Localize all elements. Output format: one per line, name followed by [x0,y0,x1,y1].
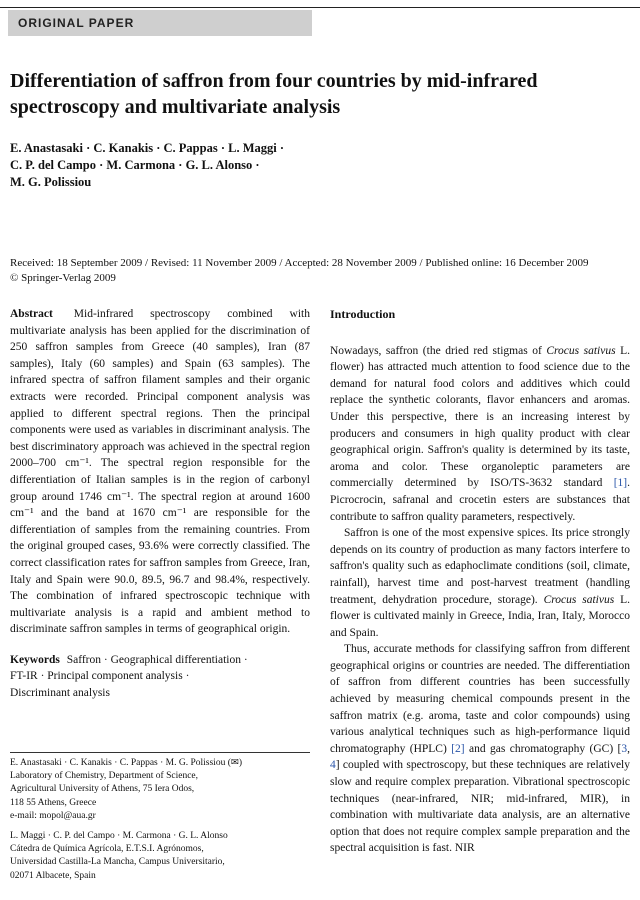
citation-link-2[interactable]: [2] [451,742,465,755]
intro-p1-species: Crocus sativus [546,344,616,357]
affiliation-1-line-3: 118 55 Athens, Greece [10,797,97,808]
intro-p1-text-c: . Picrocrocin, safranal and crocetin esters are substances that contribute to saffron quality parameters, respectively. [330,477,630,523]
authors-line-2: C. P. del Campo · M. Carmona · G. L. Alonso · [10,158,260,172]
keywords-line-2: FT-IR · Principal component analysis · [10,670,190,683]
intro-p3-text-b: and gas chromatography (GC) [ [464,742,622,755]
authors-line-1: E. Anastasaki · C. Kanakis · C. Pappas · L. Maggi · [10,141,285,155]
paper-title [10,68,610,120]
authors-line-3: M. G. Polissiou [10,175,92,189]
intro-p2-text-a: Saffron is one of the most expensive spices. Its price strongly depends on its country of production as many factors interfere to saffron's quality such as edaphoclimate conditions (soil, climate, rainfall), harvest time and post-harvest treatment (handling treatment, dehydration procedure, storage). [330,527,630,606]
citation-link-1[interactable]: [1] [613,477,628,490]
publication-dates [10,256,630,286]
citation-link-3[interactable]: 3 [621,742,628,755]
keywords-line-1: Saffron · Geographical differentiation · [66,653,248,666]
affiliation-2-line-1: Cátedra de Química Agrícola, E.T.S.I. Agrónomos, [10,844,204,855]
affiliation-athens [10,757,310,823]
affiliation-2-line-2: Universidad Castilla-La Mancha, Campus Universitario, [10,857,225,868]
introduction-heading: Introduction [330,307,396,321]
abstract-text: Mid-infrared spectroscopy combined with multivariate analysis has been applied for the discrimination of 250 saffron samples from Greece (40 samples), Iran (87 samples), Italy (60 samples) and Spain (63 samples). The infrared spectra of saffron filament samples and their organic extracts were recorded. Principal component analysis was applied to different spectral regions. Then the principal components were used as variables in discriminant analysis. The best discriminatory approach was achieved in the spectral region 2000–700 cm⁻¹. The spectral region responsible for the differentiation of Italian samples is in the region of carbonyl group around 1746 cm⁻¹. The spectral region at around 1600 cm⁻¹ and the band at 1670 cm⁻¹ are responsible for the differentiation of samples from the remaining countries. From the original grouped cases, 93.6% were correctly classified. The correct classification rates for saffron samples from Greece, Iran, Italy and Spain were 90.0, 89.5, 96.7 and 98.4%, respectively. The combination of infrared spectroscopic technique with multivariate analysis is a rapid and ambient method to discriminate saffron samples in terms of geographical origin. [10,308,310,636]
dates-line: Received: 18 September 2009 / Revised: 11 November 2009 / Accepted: 28 November 2009 / Published online: 16 December 2009 [10,257,589,269]
affiliation-1-line-2: Agricultural University of Athens, 75 Iera Odos, [10,784,195,795]
abstract-heading: Abstract [10,308,53,320]
keywords [10,652,310,702]
left-column [10,306,310,702]
keywords-line-3: Discriminant analysis [10,687,110,700]
keywords-heading: Keywords [10,653,60,666]
right-column [330,306,630,857]
intro-p3-sep: , [627,742,631,755]
affiliation-1-names: E. Anastasaki · C. Kanakis · C. Pappas · M. G. Polissiou (✉) [10,758,242,768]
intro-p3-text-a: Thus, accurate methods for classifying saffron from different geographical origins or countries are needed. The differentiation of saffron from different countries has been successfully achieved by measuring chemical compounds present in the saffron matrix (e.g. aroma, taste and color compounds) using various analytical techniques such as high-performance liquid chromatography (HPLC) [330,643,630,755]
intro-p2-species: Crocus sativus [543,593,615,606]
abstract [10,306,310,638]
title-line-1: Differentiation of saffron from four countries by mid-infrared [10,70,538,92]
intro-paragraph-2 [330,525,630,641]
intro-p3-text-c: ] coupled with spectroscopy, but these techniques are relatively slow and require complex preparation. Vibrational spectroscopic techniques (near-infrared, NIR; mid-infrared, MIR), in combination with multivariate data analysis, are an alternative option that does not require complex sample preparation and the spectral acquisition is fast. NIR [330,759,630,855]
affiliation-2-line-3: 02071 Albacete, Spain [10,870,96,881]
affiliation-rule [10,752,310,753]
copyright-line: © Springer-Verlag 2009 [10,272,116,284]
affiliation-albacete [10,830,310,883]
intro-p1-text-b: L. flower) has attracted much attention to food science due to the demand for natural food colors and additives which could replace the synthetic colorants, flavor enhancers and aromas. Under this perspective, there is an increasing interest by producers and consumers in high quality product with clear geographical origin. Saffron's quality is determined by its taste, aroma and color. These organoleptic parameters are commercially determined by ISO/TS-3632 standard [330,344,630,490]
intro-paragraph-1 [330,343,630,526]
citation-link-4[interactable]: 4 [330,759,336,772]
article-type-label: ORIGINAL PAPER [8,10,312,36]
affiliation-2-names: L. Maggi · C. P. del Campo · M. Carmona · G. L. Alonso [10,831,228,841]
intro-p1-text-a: Nowadays, saffron (the dried red stigmas of [330,344,547,357]
top-rule [0,7,640,8]
author-list [10,140,430,191]
affiliation-1-line-1: Laboratory of Chemistry, Department of Science, [10,771,199,782]
title-line-2: spectroscopy and multivariate analysis [10,96,341,118]
affiliation-1-email[interactable]: e-mail: mopol@aua.gr [10,810,96,821]
intro-paragraph-3 [330,641,630,857]
intro-p2-text-b: L. flower is cultivated mainly in Greece, India, Iran, Italy, Morocco and Spain. [330,593,630,639]
